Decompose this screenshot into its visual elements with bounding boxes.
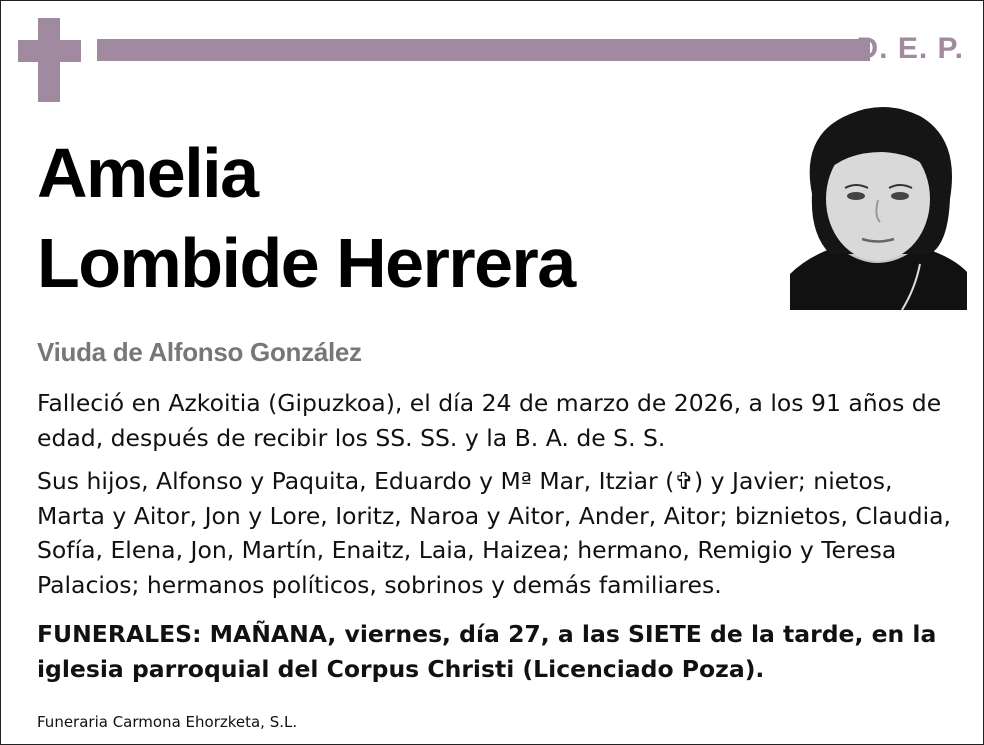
family-paragraph: Sus hijos, Alfonso y Paquita, Eduardo y Mª Mar, Itziar (✞) y Javier; nietos, Marta y Aitor, Jon y Lore, Ioritz, Naroa y Aitor, Ander, Aitor; biznietos, Claudia, Sofía, Elena, Jon, Martín, Enaitz, Laia, Haizea; hermano, Remigio y Teresa Palacios; hermanos políticos, sobrinos y demás familiares. [37, 467, 951, 599]
widow-of: Viuda de Alfonso González [37, 337, 362, 367]
portrait-photo [790, 104, 967, 310]
surnames: Lombide Herrera [37, 224, 575, 302]
death-notice-paragraph: Falleció en Azkoitia (Gipuzkoa), el día 24 de marzo de 2026, a los 91 años de edad, después de recibir los SS. SS. y la B. A. de S. S. [37, 389, 942, 452]
first-name: Amelia [37, 134, 258, 212]
cross-icon-horizontal [18, 40, 81, 62]
funeral-paragraph: FUNERALES: MAÑANA, viernes, día 27, a las SIETE de la tarde, en la iglesia parroquial del Corpus Christi (Licenciado Poza). [37, 620, 937, 683]
dep-label: D. E. P. [856, 32, 964, 65]
funeral-home: Funeraria Carmona Ehorzketa, S.L. [37, 713, 298, 731]
header-rule [97, 39, 870, 61]
deceased-name [37, 128, 575, 308]
